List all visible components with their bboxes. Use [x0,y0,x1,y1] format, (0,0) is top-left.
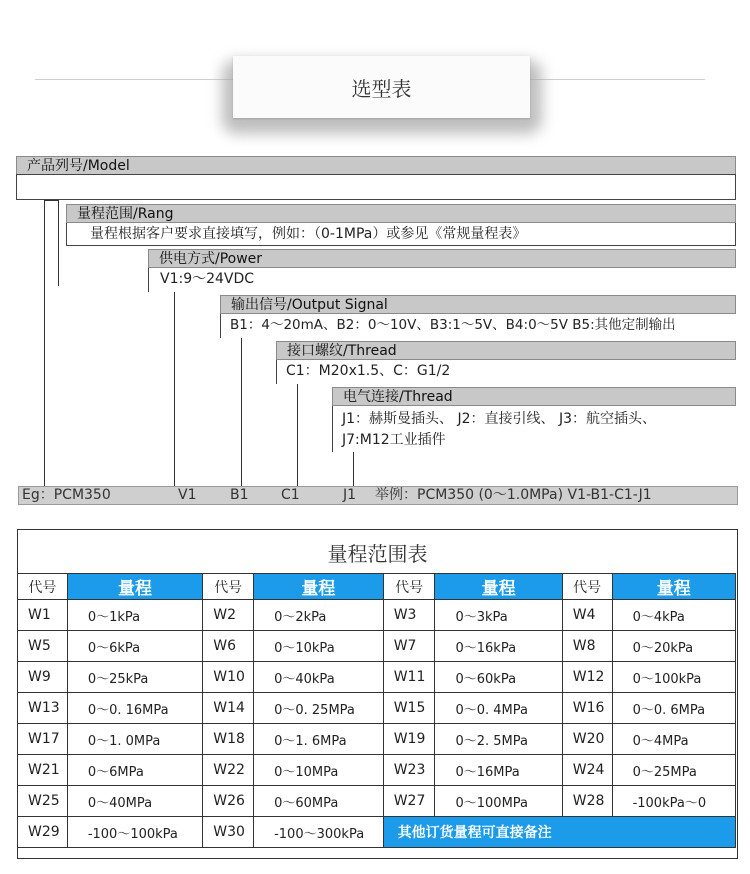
range-value: -100～300kPa [254,817,384,848]
range-code: W12 [562,662,612,693]
table-row [18,724,736,755]
range-table-title: 量程范围表 [327,541,428,566]
range-table [17,529,738,859]
example-j: J1 [343,487,357,503]
range-value: 0～0. 4MPa [435,693,562,724]
range-value: 0～0. 25MPa [254,693,384,724]
connector-line [58,200,59,286]
range-code: W17 [18,724,68,755]
range-code: W29 [18,817,68,848]
range-desc: 量程根据客户要求直接填写，例如：（0-1MPa）或参见《常规量程表》 [90,226,527,242]
range-value: 0～25MPa [612,755,735,786]
range-value: 0～2. 5MPa [435,724,562,755]
model-bar: 产品列号/Model [16,156,736,175]
range-code: W22 [203,755,254,786]
range-value: 0～16MPa [435,755,562,786]
range-code: W10 [203,662,254,693]
header-divider-left [35,79,235,80]
range-value: 0～40kPa [254,662,384,693]
header-divider-right [520,79,705,80]
electrical-bar: 电气连接/Thread [332,387,736,406]
thread-desc: C1：M20x1.5、C：G1/2 [286,363,451,379]
range-code: W25 [18,786,68,817]
header-code: 代号 [383,574,435,600]
range-value: 0～4MPa [612,724,735,755]
range-value: 0～100MPa [435,786,562,817]
connector-line [353,452,354,486]
table-row [18,817,736,848]
electrical-desc-line1: J1：赫斯曼插头、 J2：直接引线、 J3：航空插头、 [342,411,657,427]
range-code: W26 [203,786,254,817]
range-code: W24 [562,755,612,786]
range-value: 0～0. 16MPa [67,693,202,724]
range-value: 0～100kPa [612,662,735,693]
range-value: 0～20kPa [612,631,735,662]
table-row [18,662,736,693]
range-code: W19 [383,724,435,755]
range-code: W14 [203,693,254,724]
range-box [66,223,736,246]
example-v: V1 [178,487,197,503]
connector-line [174,292,175,486]
range-code: W8 [562,631,612,662]
electrical-box [332,406,736,452]
range-value: 0～0. 6MPa [612,693,735,724]
range-code: W7 [383,631,435,662]
output-desc: B1：4～20mA、B2：0～10V、B3:1～5V、B4:0～5V B5:其他定制输出 [230,317,676,333]
thread-box [276,360,736,384]
connector-line [297,384,298,486]
range-code: W11 [383,662,435,693]
header-range: 量程 [435,574,562,600]
power-bar: 供电方式/Power [148,249,736,268]
table-row [18,600,736,631]
range-table-grid [17,573,736,848]
example-c: C1 [281,487,300,503]
example-text: 举例：PCM350 (0～1.0MPa) V1-B1-C1-J1 [375,487,652,503]
range-code: W13 [18,693,68,724]
range-code: W28 [562,786,612,817]
range-value: 0～1kPa [67,600,202,631]
header-code: 代号 [203,574,254,600]
range-value: 0～6MPa [67,755,202,786]
table-row [18,786,736,817]
example-bar [18,486,738,505]
range-code: W6 [203,631,254,662]
range-value: 0～10kPa [254,631,384,662]
range-code: W20 [562,724,612,755]
header-range: 量程 [612,574,735,600]
range-bar: 量程范围/Rang [66,204,736,223]
connector-line [44,200,58,201]
range-value: 0～16kPa [435,631,562,662]
table-row [18,631,736,662]
example-eg: Eg：PCM350 [22,487,111,503]
electrical-desc-line2: J7:M12工业插件 [342,432,446,448]
output-bar: 输出信号/Output Signal [220,295,736,314]
power-box [148,268,736,292]
range-code: W5 [18,631,68,662]
example-b: B1 [230,487,249,503]
range-value: 0～4kPa [612,600,735,631]
page-title: 选型表 [233,56,530,118]
range-value: 0～60kPa [435,662,562,693]
connector-line [241,338,242,486]
output-box [220,314,736,338]
range-value: 0～10MPa [254,755,384,786]
header-code: 代号 [562,574,612,600]
range-value: 0～40MPa [67,786,202,817]
range-code: W16 [562,693,612,724]
range-value: 0～25kPa [67,662,202,693]
range-code: W21 [18,755,68,786]
range-code: W30 [203,817,254,848]
thread-bar: 接口螺纹/Thread [276,341,736,360]
range-value: 0～60MPa [254,786,384,817]
header-range: 量程 [67,574,202,600]
model-input-box [16,174,736,200]
range-value: 0～6kPa [67,631,202,662]
header-range: 量程 [254,574,384,600]
range-table-header-row [18,574,736,600]
range-code: W1 [18,600,68,631]
range-code: W18 [203,724,254,755]
range-value: -100～100kPa [67,817,202,848]
range-value: -100kPa～0 [612,786,735,817]
range-code: W23 [383,755,435,786]
range-code: W27 [383,786,435,817]
custom-range-note: 其他订货量程可直接备注 [383,817,735,848]
range-value: 0～1. 6MPa [254,724,384,755]
table-row [18,693,736,724]
power-desc: V1:9～24VDC [160,271,255,287]
header-code: 代号 [18,574,68,600]
table-row [18,755,736,786]
range-value: 0～3kPa [435,600,562,631]
range-value: 0～2kPa [254,600,384,631]
range-value: 0～1. 0MPa [67,724,202,755]
range-code: W4 [562,600,612,631]
range-code: W3 [383,600,435,631]
range-code: W15 [383,693,435,724]
connector-line [44,200,45,486]
range-code: W9 [18,662,68,693]
range-code: W2 [203,600,254,631]
